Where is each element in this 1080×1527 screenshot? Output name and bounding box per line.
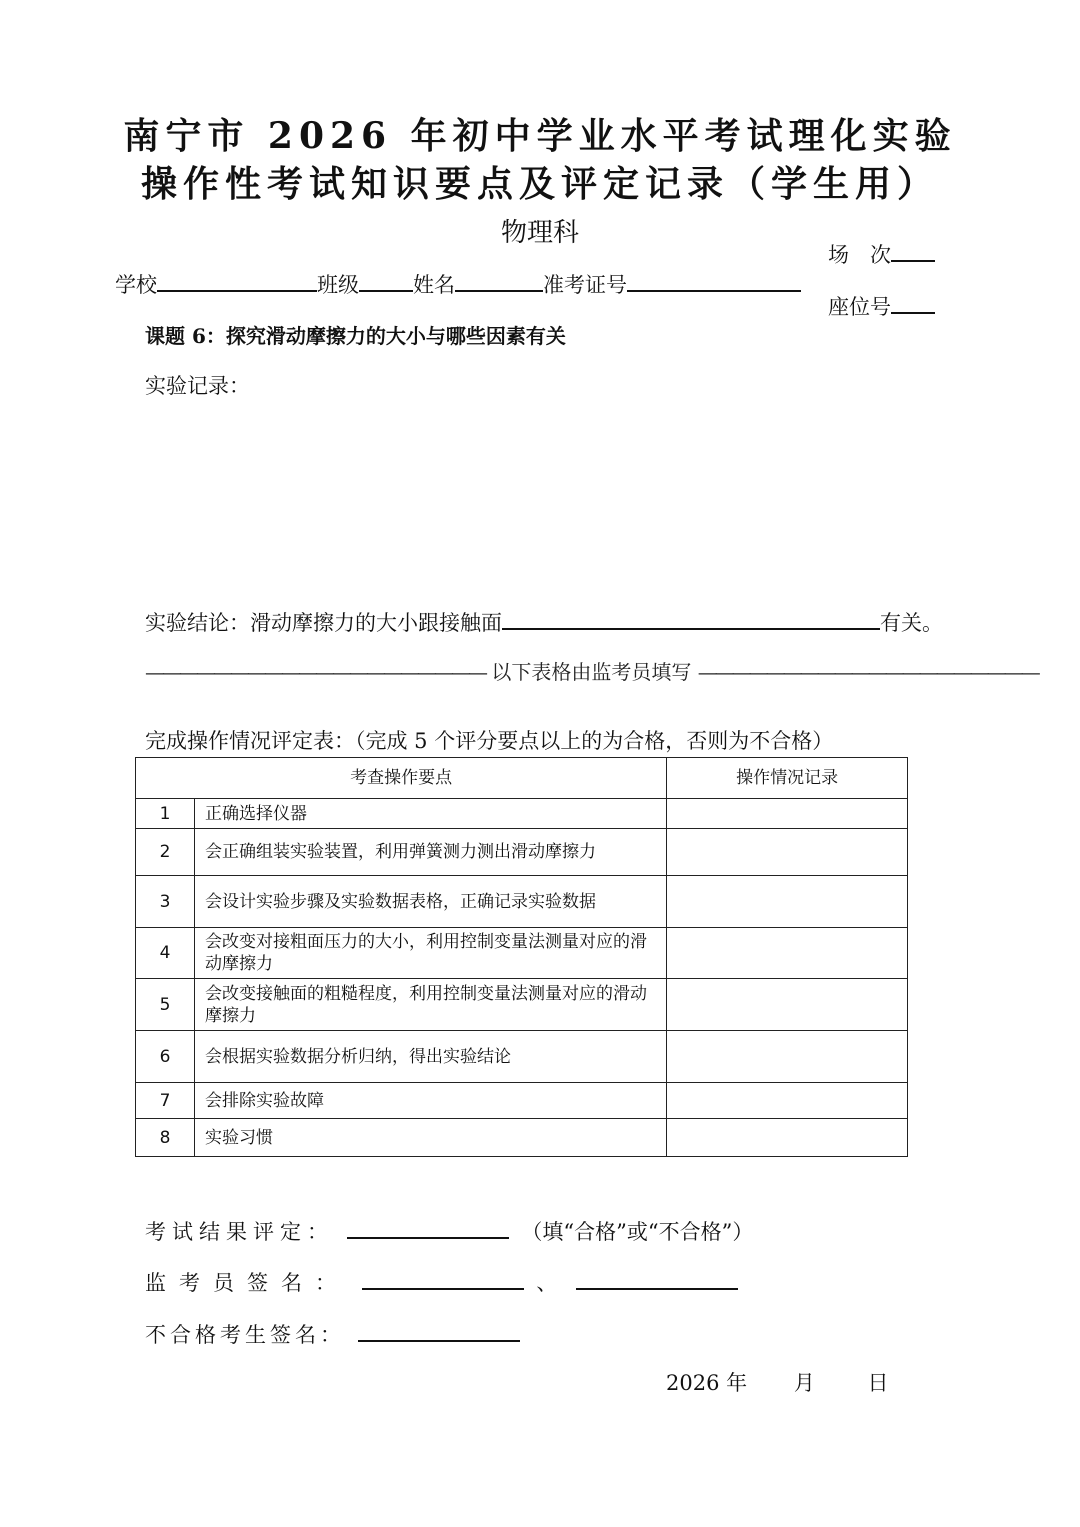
school-blank[interactable] [157, 268, 317, 292]
student-info-line [115, 268, 801, 299]
separator-dashes-right: ———————————————————— [697, 660, 1038, 684]
topic-heading: 课题 6：探究滑动摩擦力的大小与哪些因素有关 [145, 324, 566, 348]
row-number: 3 [136, 876, 195, 928]
row-point: 会排除实验故障 [194, 1083, 666, 1119]
row-record-cell[interactable] [667, 979, 908, 1031]
table-caption: 完成操作情况评定表：（完成 5 个评分要点以上的为合格，否则为不合格） [145, 729, 834, 753]
table-row [136, 1119, 908, 1157]
table-row [136, 829, 908, 876]
row-record-cell[interactable] [667, 1031, 908, 1083]
row-point: 实验习惯 [194, 1119, 666, 1157]
invigilator-blank-1[interactable] [362, 1266, 524, 1290]
row-point: 会正确组装实验装置，利用弹簧测力测出滑动摩擦力 [194, 829, 666, 876]
subject-heading: 物理科 [500, 218, 579, 248]
date-line [666, 1367, 889, 1397]
table-row [136, 979, 908, 1031]
title-line-2: 操作性考试知识要点及评定记录（学生用） [140, 163, 939, 205]
table-row [136, 1083, 908, 1119]
separator-text: 以下表格由监考员填写 [491, 660, 692, 684]
table-row [136, 928, 908, 979]
invigilator-separator: 、 [536, 1271, 564, 1295]
conclusion-line [145, 606, 943, 637]
class-label: 班级 [317, 273, 359, 297]
result-blank[interactable] [347, 1215, 509, 1239]
header-record: 操作情况记录 [667, 758, 908, 799]
row-number: 1 [136, 799, 195, 829]
row-record-cell[interactable] [667, 1083, 908, 1119]
table-header-row [136, 758, 908, 799]
table-row [136, 1031, 908, 1083]
fail-blank[interactable] [358, 1318, 520, 1342]
session-blank[interactable] [891, 238, 935, 262]
fail-signature-line [145, 1318, 520, 1349]
row-point: 会改变对接粗面压力的大小，利用控制变量法测量对应的滑动摩擦力 [194, 928, 666, 979]
table-row [136, 876, 908, 928]
school-label: 学校 [115, 273, 157, 297]
row-record-cell[interactable] [667, 799, 908, 829]
invigilator-line [145, 1266, 738, 1297]
row-point: 会根据实验数据分析归纳，得出实验结论 [194, 1031, 666, 1083]
date-day: 日 [867, 1371, 889, 1395]
row-point: 会设计实验步骤及实验数据表格，正确记录实验数据 [194, 876, 666, 928]
row-record-cell[interactable] [667, 1119, 908, 1157]
result-line [145, 1215, 753, 1246]
class-blank[interactable] [359, 268, 413, 292]
result-label: 考试结果评定： [145, 1220, 334, 1244]
row-record-cell[interactable] [667, 928, 908, 979]
title-line-1: 南宁市 2026 年初中学业水平考试理化实验 [123, 115, 957, 157]
evaluation-table [135, 757, 908, 1157]
fail-label: 不合格考生签名： [145, 1323, 345, 1347]
row-number: 7 [136, 1083, 195, 1119]
name-label: 姓名 [413, 273, 455, 297]
exam-id-blank[interactable] [627, 268, 801, 292]
exam-id-label: 准考证号 [543, 273, 627, 297]
conclusion-blank[interactable] [502, 606, 880, 630]
date-year: 2026 年 [666, 1371, 748, 1395]
row-number: 8 [136, 1119, 195, 1157]
seat-label: 座位号 [828, 295, 891, 319]
row-record-cell[interactable] [667, 876, 908, 928]
result-hint: （填“合格”或“不合格”） [521, 1220, 754, 1244]
invigilator-label: 监考员签名： [145, 1271, 349, 1295]
invigilator-blank-2[interactable] [576, 1266, 738, 1290]
session-label: 场 次 [828, 243, 891, 267]
name-blank[interactable] [455, 268, 543, 292]
row-point: 会改变接触面的粗糙程度，利用控制变量法测量对应的滑动摩擦力 [194, 979, 666, 1031]
conclusion-suffix: 有关。 [880, 611, 943, 635]
row-number: 4 [136, 928, 195, 979]
row-number: 6 [136, 1031, 195, 1083]
row-number: 5 [136, 979, 195, 1031]
row-record-cell[interactable] [667, 829, 908, 876]
session-field [828, 238, 935, 269]
row-point: 正确选择仪器 [194, 799, 666, 829]
date-month: 月 [793, 1371, 815, 1395]
row-number: 2 [136, 829, 195, 876]
table-row [136, 799, 908, 829]
separator-dashes-left: ———————————————————— [145, 660, 485, 684]
seat-blank[interactable] [891, 290, 935, 314]
header-points: 考查操作要点 [136, 758, 667, 799]
seat-field [828, 290, 935, 321]
separator-line [145, 656, 1038, 685]
conclusion-prefix: 实验结论：滑动摩擦力的大小跟接触面 [145, 611, 502, 635]
record-label: 实验记录： [145, 374, 250, 398]
